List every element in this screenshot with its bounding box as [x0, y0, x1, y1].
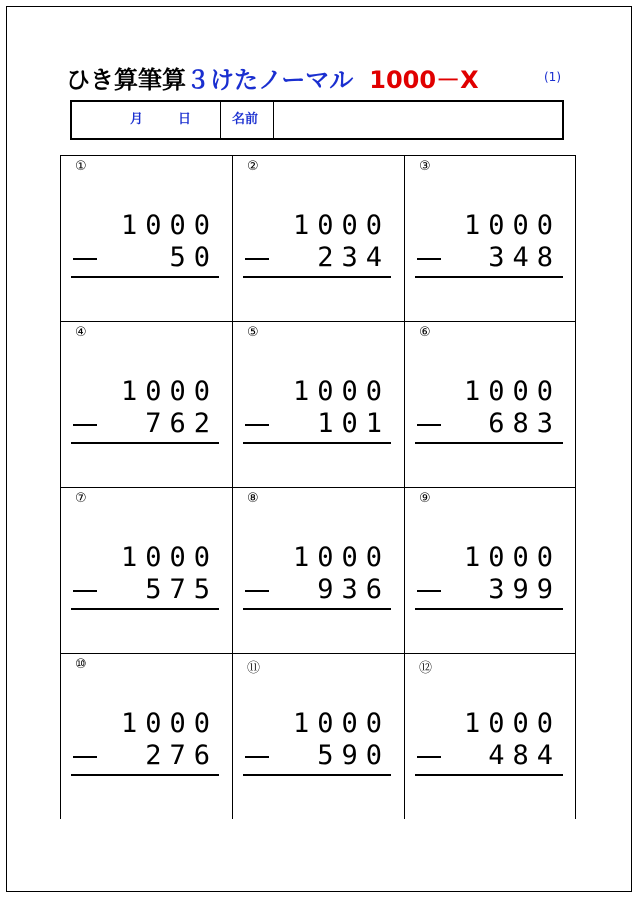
subtrahend: 50	[169, 242, 218, 273]
subtrahend: 101	[317, 408, 390, 439]
minus-sign	[73, 590, 97, 592]
problem-cell	[60, 487, 232, 653]
problem-cell	[404, 487, 576, 653]
subtrahend: 575	[145, 574, 218, 605]
answer-line	[243, 442, 391, 444]
minus-sign	[417, 590, 441, 592]
name-box-divider	[220, 102, 221, 138]
problem-cell	[404, 653, 576, 819]
name-label: 名前	[232, 112, 259, 127]
answer-line	[71, 442, 219, 444]
problem-number: ③	[419, 159, 431, 174]
problem-number: ⑨	[419, 491, 431, 506]
problem-cell	[232, 155, 404, 321]
subtrahend: 936	[317, 574, 390, 605]
minuend: 1000	[292, 708, 390, 739]
title-part3: 1000－X	[369, 66, 479, 94]
day-label: 日	[178, 112, 192, 127]
sheet-number: (1)	[544, 70, 561, 84]
minuend: 1000	[292, 210, 390, 241]
problem-number: ⑩	[75, 657, 87, 672]
subtrahend: 762	[145, 408, 218, 439]
problem-grid	[60, 155, 576, 820]
minus-sign	[73, 756, 97, 758]
problem-number: ⑪	[247, 661, 261, 676]
answer-line	[71, 774, 219, 776]
problem-cell	[232, 653, 404, 819]
minus-sign	[245, 424, 269, 426]
minuend: 1000	[120, 708, 218, 739]
problem-number: ⑫	[419, 661, 433, 676]
subtrahend: 234	[317, 242, 390, 273]
minuend: 1000	[120, 542, 218, 573]
problem-number: ②	[247, 159, 259, 174]
minus-sign	[417, 424, 441, 426]
minus-sign	[73, 424, 97, 426]
problem-cell	[60, 653, 232, 819]
answer-line	[243, 774, 391, 776]
answer-line	[71, 608, 219, 610]
minuend: 1000	[120, 376, 218, 407]
problem-cell	[404, 155, 576, 321]
problem-cell	[232, 321, 404, 487]
minuend: 1000	[463, 376, 561, 407]
subtrahend: 484	[488, 740, 561, 771]
name-date-box	[70, 100, 564, 140]
title-part2: ３けたノーマル	[186, 66, 354, 94]
name-box-divider	[273, 102, 274, 138]
problem-number: ⑥	[419, 325, 431, 340]
minus-sign	[245, 258, 269, 260]
minuend: 1000	[463, 542, 561, 573]
problem-cell	[404, 321, 576, 487]
subtrahend: 399	[488, 574, 561, 605]
subtrahend: 590	[317, 740, 390, 771]
problem-number: ④	[75, 325, 87, 340]
minus-sign	[245, 756, 269, 758]
month-label: 月	[130, 112, 144, 127]
answer-line	[415, 276, 563, 278]
worksheet-title	[66, 62, 479, 96]
title-part1: ひき算筆算	[66, 66, 186, 94]
minuend: 1000	[463, 708, 561, 739]
answer-line	[415, 774, 563, 776]
problem-number: ⑦	[75, 491, 87, 506]
problem-cell	[60, 155, 232, 321]
minuend: 1000	[292, 376, 390, 407]
minuend: 1000	[463, 210, 561, 241]
minus-sign	[245, 590, 269, 592]
answer-line	[243, 276, 391, 278]
minus-sign	[417, 756, 441, 758]
minus-sign	[417, 258, 441, 260]
subtrahend: 683	[488, 408, 561, 439]
minuend: 1000	[292, 542, 390, 573]
problem-number: ①	[75, 159, 87, 174]
problem-number: ⑤	[247, 325, 259, 340]
answer-line	[415, 608, 563, 610]
answer-line	[415, 442, 563, 444]
subtrahend: 348	[488, 242, 561, 273]
problem-cell	[232, 487, 404, 653]
minuend: 1000	[120, 210, 218, 241]
answer-line	[71, 276, 219, 278]
problem-number: ⑧	[247, 491, 259, 506]
answer-line	[243, 608, 391, 610]
problem-cell	[60, 321, 232, 487]
subtrahend: 276	[145, 740, 218, 771]
minus-sign	[73, 258, 97, 260]
